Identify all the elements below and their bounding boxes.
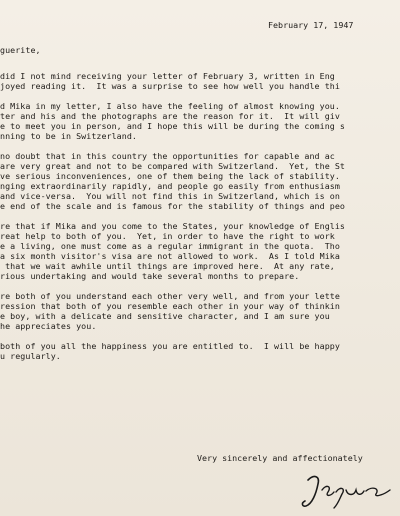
body-line: and vice-versa. You will not find this in Switzerland, which is on xyxy=(0,191,340,201)
body-line: ter and his and the photographs are the reason for it. It will giv xyxy=(0,111,340,121)
body-line: a six month visitor's visa are not allowed to work. As I told Mika xyxy=(0,251,340,261)
body-line: e end of the scale and is famous for the stability of things and peo xyxy=(0,201,345,211)
body-line: are very great and not to be compared with Switzerland. Yet, the St xyxy=(0,161,345,171)
body-line: both of you all the happiness you are entitled to. I will be happy xyxy=(0,341,340,351)
body-line: joyed reading it. It was a surprise to see how well you handle thi xyxy=(0,81,340,91)
body-line: ve serious inconveniences, one of them being the lack of stability. xyxy=(0,171,340,181)
body-line: d Mika in my letter, I also have the feeling of almost knowing you. xyxy=(0,101,340,111)
body-line: reat help to both of you. Yet, in order to have the right to work xyxy=(0,231,335,241)
body-line: ression that both of you resemble each other in your way of thinkin xyxy=(0,301,340,311)
closing-line: Very sincerely and affectionately xyxy=(197,453,363,463)
body-line: nning to be in Switzerland. xyxy=(0,131,137,141)
letter-date: February 17, 1947 xyxy=(268,20,354,30)
body-line: re both of you understand each other very well, and from your lette xyxy=(0,291,340,301)
body-line: no doubt that in this country the opportunities for capable and ac xyxy=(0,151,335,161)
body-line: he appreciates you. xyxy=(0,321,97,331)
body-line: u regularly. xyxy=(0,351,61,361)
body-line: rious undertaking and would take several months to prepare. xyxy=(0,271,300,281)
handwritten-signature xyxy=(300,470,400,510)
body-line: re that if Mika and you come to the States, your knowledge of Englis xyxy=(0,221,345,231)
body-line: e to meet you in person, and I hope this will be during the coming s xyxy=(0,121,345,131)
body-line: e a living, one must come as a regular immigrant in the quota. Tho xyxy=(0,241,340,251)
body-line: that we wait awhile until things are improved here. At any rate, xyxy=(0,261,335,271)
body-line: nging extraordinarily rapidly, and people go easily from enthusiasm xyxy=(0,181,340,191)
salutation: guerite, xyxy=(0,45,41,55)
body-line: did I not mind receiving your letter of February 3, written in Eng xyxy=(0,71,335,81)
body-line: e boy, with a delicate and sensitive character, and I am sure you xyxy=(0,311,330,321)
